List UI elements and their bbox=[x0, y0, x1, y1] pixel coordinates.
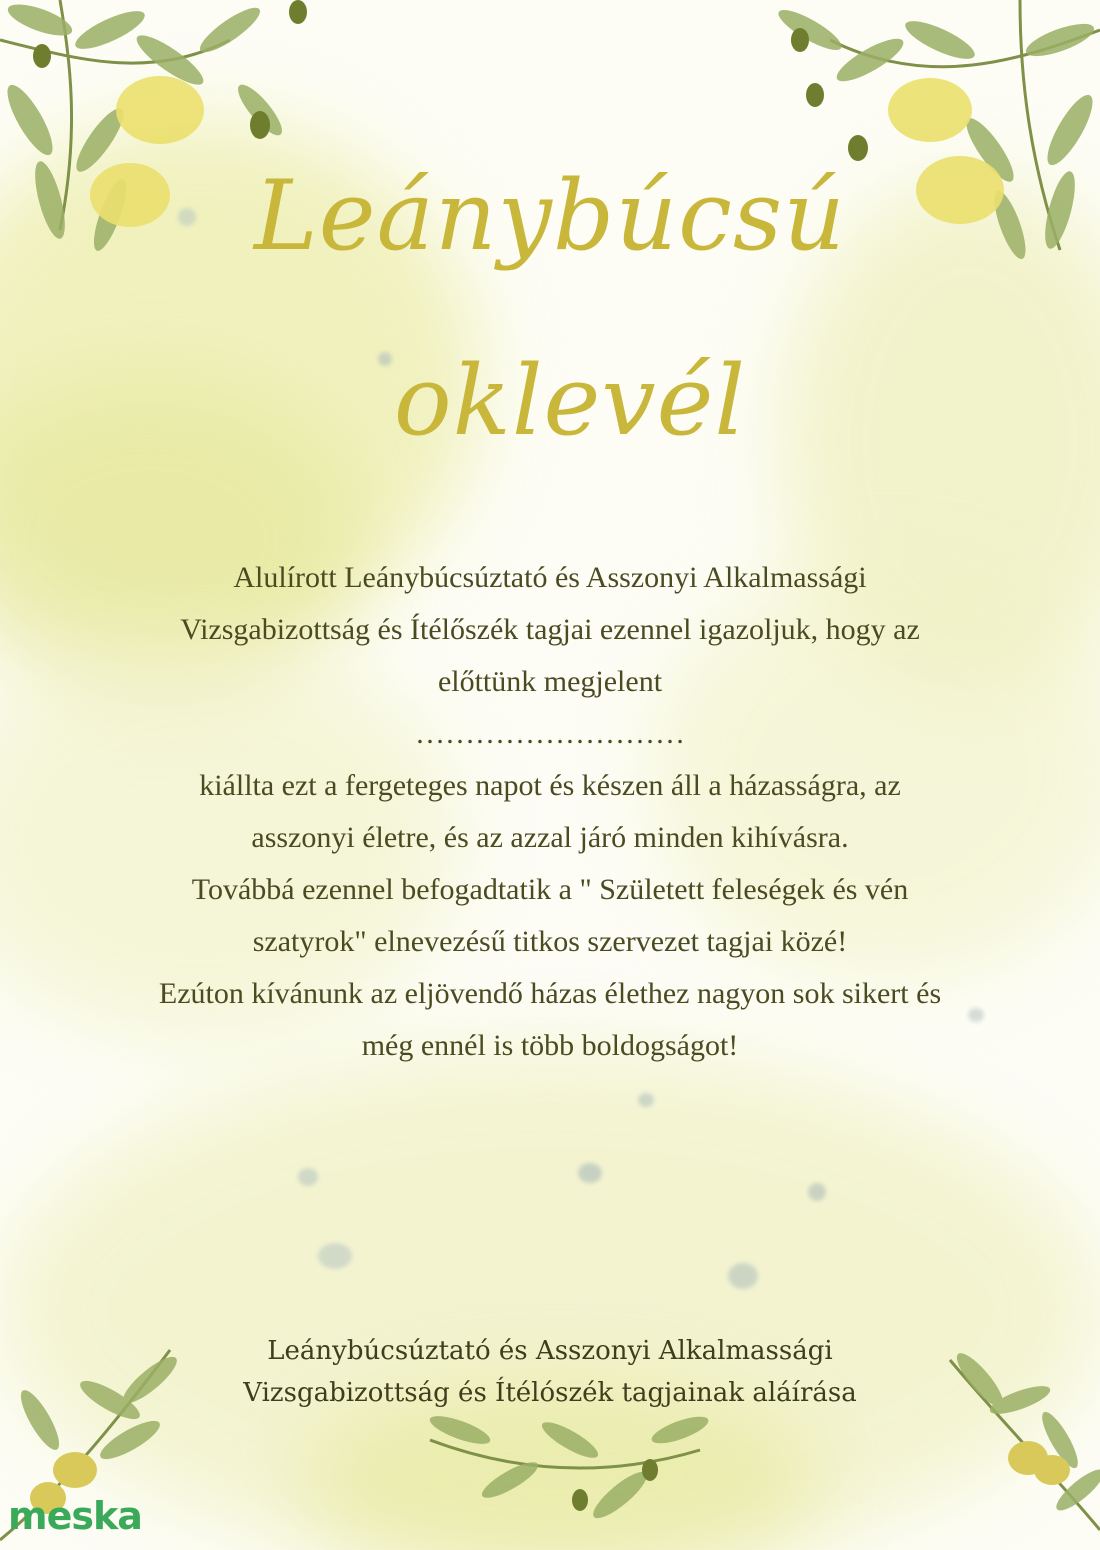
body-line: előttünk megjelent bbox=[437, 665, 663, 698]
body-line: Vizsgabizottság és Ítélőszék tagjai ezennel igazoljuk, hogy az bbox=[180, 613, 920, 646]
paint-spot bbox=[318, 1243, 352, 1269]
olive-branch-bottom-right bbox=[940, 1350, 1100, 1550]
name-placeholder-dots: ……………………… bbox=[415, 717, 685, 750]
paint-spot bbox=[298, 1168, 318, 1186]
paint-spot bbox=[638, 1093, 654, 1107]
olive-branch-bottom-center bbox=[420, 1410, 720, 1550]
signature-line1: Leánybúcsúztató és Asszonyi Alkalmassági bbox=[267, 1336, 833, 1366]
paint-spot bbox=[808, 1183, 826, 1201]
body-line: Alulírott Leánybúcsúztató és Asszonyi Alkalmassági bbox=[233, 561, 867, 594]
paint-spot bbox=[578, 1163, 602, 1183]
body-line: Ezúton kívánunk az eljövendő házas élethez nagyon sok sikert és bbox=[158, 977, 942, 1010]
meska-logo: meska bbox=[8, 1494, 142, 1538]
body-line: még ennél is több boldogságot! bbox=[361, 1029, 739, 1062]
signature-line2: Vizsgabizottság és Ítélószék tagjainak aláírása bbox=[243, 1378, 857, 1408]
body-line: kiállta ezt a fergeteges napot és készen áll a házasságra, az bbox=[199, 769, 901, 802]
body-line: Továbbá ezennel befogadtatik a " Született feleségek és vén bbox=[191, 873, 909, 906]
paint-spot bbox=[728, 1263, 758, 1289]
certificate-title-line1: Leánybúcsú bbox=[254, 160, 846, 272]
body-line: szatyrok" elnevezésű titkos szervezet tagjai közé! bbox=[252, 925, 848, 958]
body-line: asszonyi életre, és az azzal járó minden kihívásra. bbox=[251, 821, 849, 854]
certificate-body bbox=[60, 552, 1040, 1072]
certificate-title-line2: oklevél bbox=[393, 345, 747, 457]
signature-caption bbox=[150, 1330, 950, 1414]
